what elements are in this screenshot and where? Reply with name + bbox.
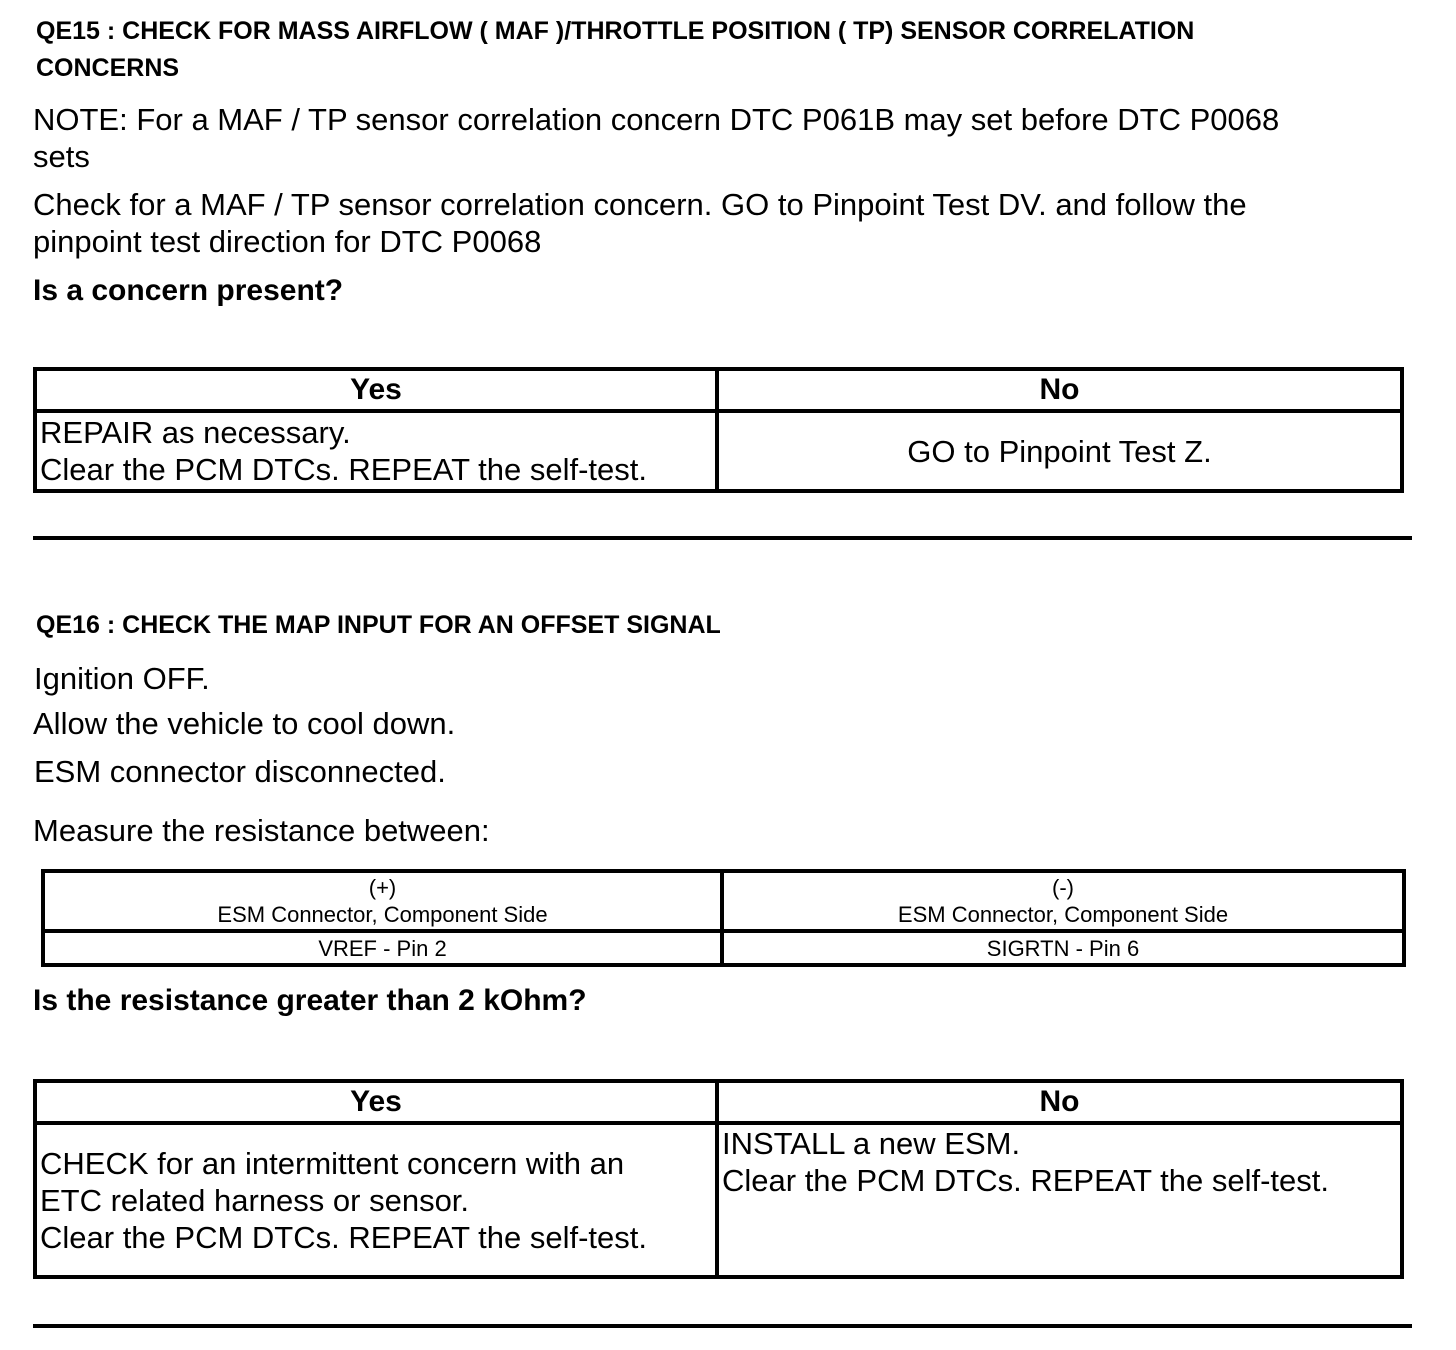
qe16-no-line1: INSTALL a new ESM. xyxy=(722,1126,1021,1161)
qe16-no-line2: Clear the PCM DTCs. REPEAT the self-test. xyxy=(722,1163,1329,1198)
qe16-minus-label: ESM Connector, Component Side xyxy=(897,902,1229,927)
qe15-yes-header: Yes xyxy=(35,369,717,411)
qe16-measurement-table xyxy=(41,869,1406,967)
qe16-question: Is the resistance greater than 2 kOhm? xyxy=(33,984,587,1017)
qe16-plus-pin: VREF - Pin 2 xyxy=(43,931,722,965)
section-divider xyxy=(33,536,1412,540)
qe16-step-ignition: Ignition OFF. xyxy=(34,661,210,696)
section-divider-bottom xyxy=(33,1324,1412,1328)
qe16-yes-header: Yes xyxy=(35,1081,717,1123)
qe15-title-line2: CONCERNS xyxy=(36,54,180,82)
qe15-no-header: No xyxy=(717,369,1402,411)
qe15-question: Is a concern present? xyxy=(33,274,344,307)
qe15-yes-no-table xyxy=(33,367,1404,493)
qe16-title: QE16 : CHECK THE MAP INPUT FOR AN OFFSET SIGNAL xyxy=(36,611,721,639)
qe15-no-line1: GO to Pinpoint Test Z. xyxy=(907,433,1212,469)
qe16-no-cell xyxy=(717,1123,1402,1277)
qe16-yes-no-table xyxy=(33,1079,1404,1279)
qe16-yes-cell xyxy=(35,1123,717,1277)
qe15-title xyxy=(36,13,1194,87)
qe16-measure-instruction: Measure the resistance between: xyxy=(33,813,490,848)
qe16-minus-sign: (-) xyxy=(1052,875,1074,900)
qe15-title-line1: QE15 : CHECK FOR MASS AIRFLOW ( MAF )/THROTTLE POSITION ( TP) SENSOR CORRELATION xyxy=(36,17,1195,45)
qe16-plus-terminal-cell xyxy=(43,871,722,931)
qe16-step-cool-down: Allow the vehicle to cool down. xyxy=(33,706,456,741)
qe15-note-line2: sets xyxy=(33,139,90,174)
qe16-plus-label: ESM Connector, Component Side xyxy=(217,902,548,927)
qe16-no-header: No xyxy=(717,1081,1402,1123)
qe16-plus-sign: (+) xyxy=(368,875,397,900)
qe16-minus-pin: SIGRTN - Pin 6 xyxy=(722,931,1404,965)
qe16-yes-line1: CHECK for an intermittent concern with an xyxy=(40,1145,625,1181)
qe15-note xyxy=(33,101,1279,175)
qe15-no-cell xyxy=(717,411,1402,491)
qe16-step-esm-disconnected: ESM connector disconnected. xyxy=(34,754,446,789)
qe15-yes-line2: Clear the PCM DTCs. REPEAT the self-test. xyxy=(40,452,647,487)
qe15-check-line2: pinpoint test direction for DTC P0068 xyxy=(33,224,542,259)
qe16-yes-line3: Clear the PCM DTCs. REPEAT the self-test. xyxy=(40,1219,647,1255)
qe15-note-line1: NOTE: For a MAF / TP sensor correlation concern DTC P061B may set before DTC P0068 xyxy=(33,102,1280,137)
qe15-check-instruction xyxy=(33,186,1247,260)
qe16-yes-line2: ETC related harness or sensor. xyxy=(40,1182,470,1218)
qe16-minus-terminal-cell xyxy=(722,871,1404,931)
qe15-check-line1: Check for a MAF / TP sensor correlation concern. GO to Pinpoint Test DV. and follow the xyxy=(33,187,1247,222)
qe15-yes-line1: REPAIR as necessary. xyxy=(40,415,351,450)
qe15-yes-cell xyxy=(35,411,717,491)
